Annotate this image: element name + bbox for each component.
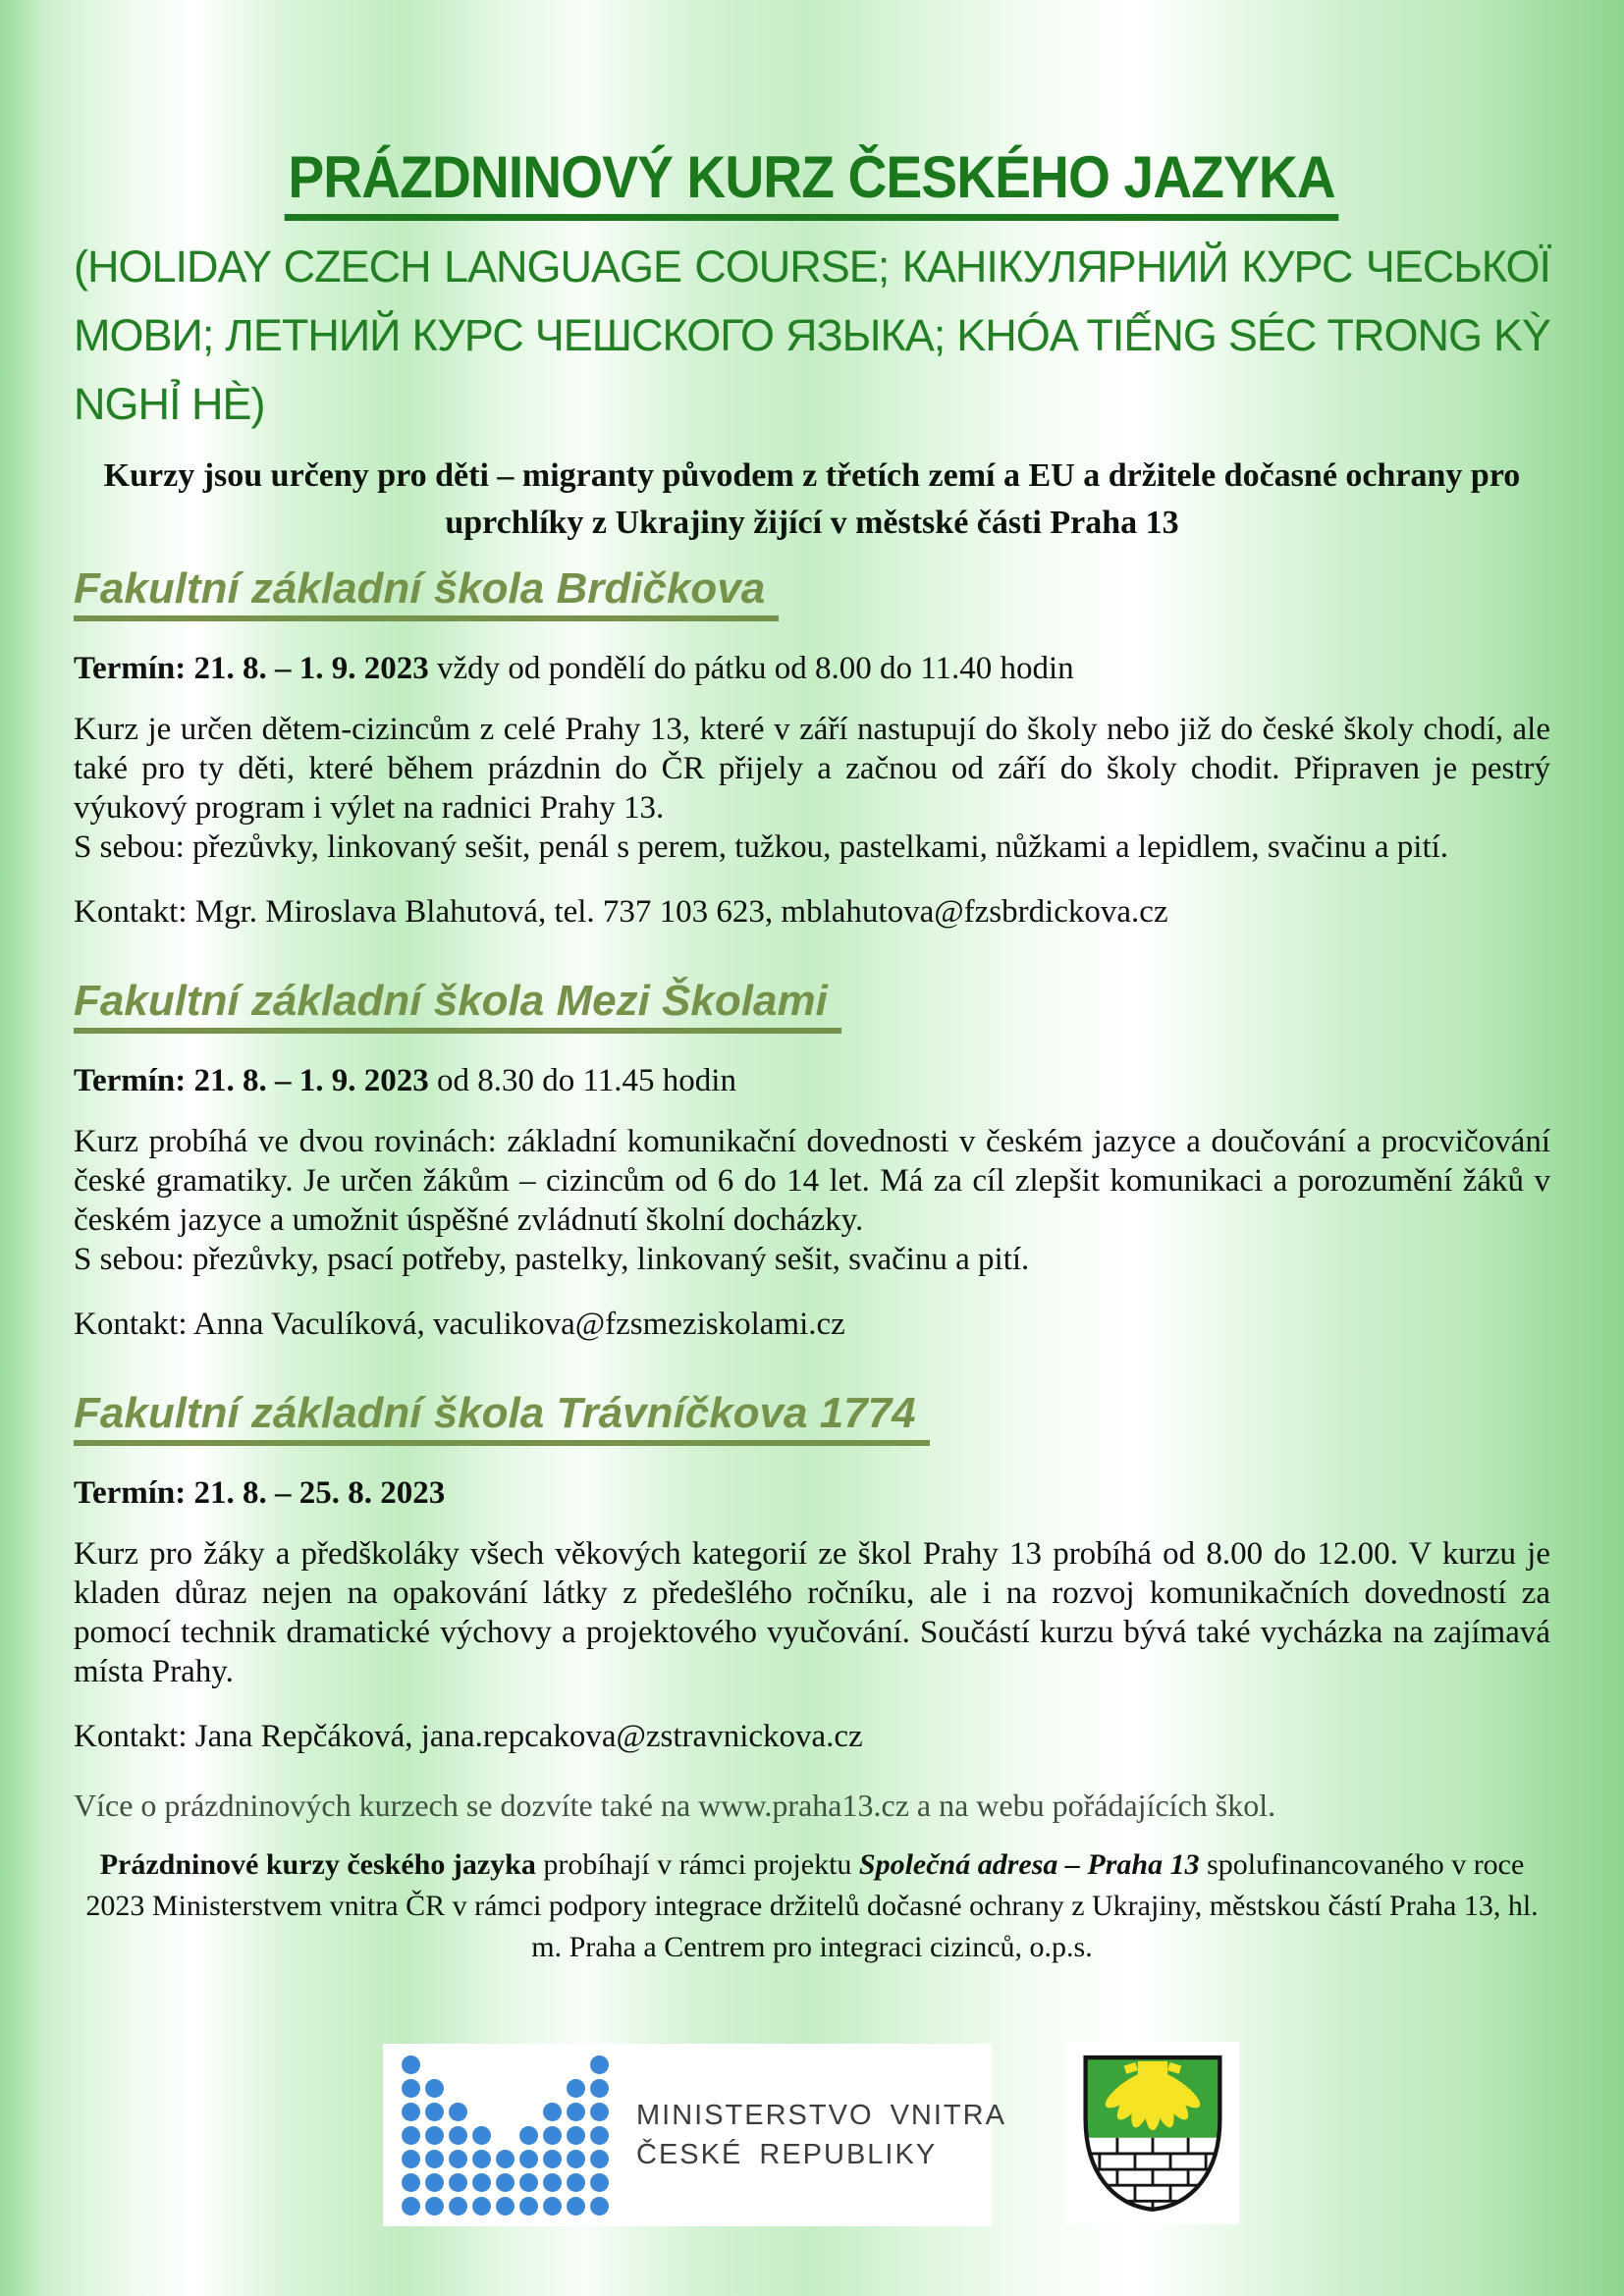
term-dates: Termín: 21. 8. – 1. 9. 2023 <box>74 651 429 686</box>
audience-note: Kurzy jsou určeny pro děti – migranty původem z třetích zemí a EU a držitele dočasné ochrany pro uprchlíky z Ukrajiny žijící v městské části Praha 13 <box>103 457 1521 541</box>
section-body: Kurz pro žáky a předškoláky všech věkových kategorií ze škol Prahy 13 probíhá od 8.00 do 12.00. V kurzu je kladen důraz nejen na opakování látky z předešlého ročníku, ale i na rozvoj komunikačních dovedností za pomocí technik dramatické výchovy a projektového vyučování. Součástí kurzu bývá také vycházka na zajímavá místa Prahy. <box>74 1536 1550 1689</box>
title-row <box>74 145 1550 221</box>
ministry-dot-grid-icon <box>399 2053 611 2217</box>
page-subtitle-translations: (HOLIDAY CZECH LANGUAGE COURSE; КАНІКУЛЯРНИЙ КУРС ЧЕСЬКОЇ МОВИ; ЛЕТНИЙ КУРС ЧЕШСКОГО ЯЗЫКА; KHÓA TIẾNG SÉC TRONG KỲ NGHỈ HÈ) <box>74 241 1550 429</box>
section-mezi-skolami <box>74 977 1550 1344</box>
bring-list: S sebou: přezůvky, psací potřeby, pastelky, linkovaný sešit, svačinu a pití. <box>74 1242 1030 1277</box>
footer-mid-text: probíhají v rámci projektu <box>535 1848 859 1881</box>
section-body: Kurz probíhá ve dvou rovinách: základní komunikační dovednosti v českém jazyce a doučování a procvičování české gramatiky. Je určen žákům – cizincům od 6 do 14 let. Má za cíl zlepšit komunikaci a porozumění žáků v českém jazyce a umožnit úspěšné zvládnutí školní docházky. <box>74 1124 1550 1238</box>
praha13-coat-of-arms <box>1066 2042 1239 2224</box>
section-paragraph <box>74 1534 1550 1691</box>
project-funding-note <box>74 1844 1550 1968</box>
term-detail: od 8.30 do 11.45 hodin <box>428 1063 736 1098</box>
ministry-wordmark-line2: ČESKÉ REPUBLIKY <box>636 2139 938 2170</box>
ministry-wordmark <box>636 2096 1006 2174</box>
section-heading-row <box>74 564 1550 621</box>
term-dates: Termín: 21. 8. – 1. 9. 2023 <box>74 1063 429 1098</box>
section-heading: Fakultní základní škola Trávníčkova 1774 <box>74 1389 930 1446</box>
section-paragraph <box>74 1122 1550 1279</box>
page-title: PRÁZDNINOVÝ KURZ ČESKÉHO JAZYKA <box>285 145 1339 221</box>
bring-list: S sebou: přezůvky, linkovaný sešit, penál s perem, tužkou, pastelkami, nůžkami a lepidlem, svačinu a pití. <box>74 829 1449 865</box>
section-heading-row <box>74 1389 1550 1446</box>
section-paragraph <box>74 710 1550 867</box>
contact-line: Kontakt: Mgr. Miroslava Blahutová, tel. 737 103 623, mblahutova@fzsbrdickova.cz <box>74 894 1168 930</box>
coat-of-arms-shield-icon <box>1078 2050 1227 2216</box>
contact-line: Kontakt: Anna Vaculíková, vaculikova@fzsmeziskolami.cz <box>74 1307 845 1342</box>
section-heading-row <box>74 977 1550 1034</box>
section-heading: Fakultní základní škola Brdičkova <box>74 564 779 621</box>
section-travnickova <box>74 1389 1550 1756</box>
footer-rest-text: spolufinancovaného v roce 2023 Ministerstvem vnitra ČR v rámci podpory integrace držitelů dočasné ochrany z Ukrajiny, městskou částí Praha 13, hl. m. Praha a Centrem pro integraci cizinců, o.p.s. <box>85 1848 1539 1963</box>
ministry-of-interior-logo <box>383 2044 1006 2226</box>
section-body: Kurz je určen dětem-cizincům z celé Prahy 13, které v září nastupují do školy nebo již do české školy chodí, ale také pro ty děti, které během prázdnin do ČR přijely a začnou od září do školy chodit. Připraven je pestrý výukový program i výlet na radnici Prahy 13. <box>74 712 1550 826</box>
project-name: Společná adresa – Praha 13 <box>858 1848 1200 1881</box>
term-detail: vždy od pondělí do pátku od 8.00 do 11.40 hodin <box>428 651 1074 686</box>
section-heading: Fakultní základní škola Mezi Školami <box>74 977 841 1034</box>
ministry-wordmark-line1: MINISTERSTVO VNITRA <box>636 2100 1006 2131</box>
term-line <box>74 1473 1550 1513</box>
section-brdickova <box>74 564 1550 932</box>
term-line <box>74 1061 1550 1100</box>
more-info-line: Více o prázdninových kurzech se dozvíte také na www.praha13.cz a na webu pořádajících škol. <box>74 1788 1276 1823</box>
term-line <box>74 649 1550 688</box>
term-dates: Termín: 21. 8. – 25. 8. 2023 <box>74 1475 446 1511</box>
project-courses-bold: Prázdninové kurzy českého jazyka <box>99 1848 536 1881</box>
contact-line: Kontakt: Jana Repčáková, jana.repcakova@zstravnickova.cz <box>74 1719 863 1754</box>
